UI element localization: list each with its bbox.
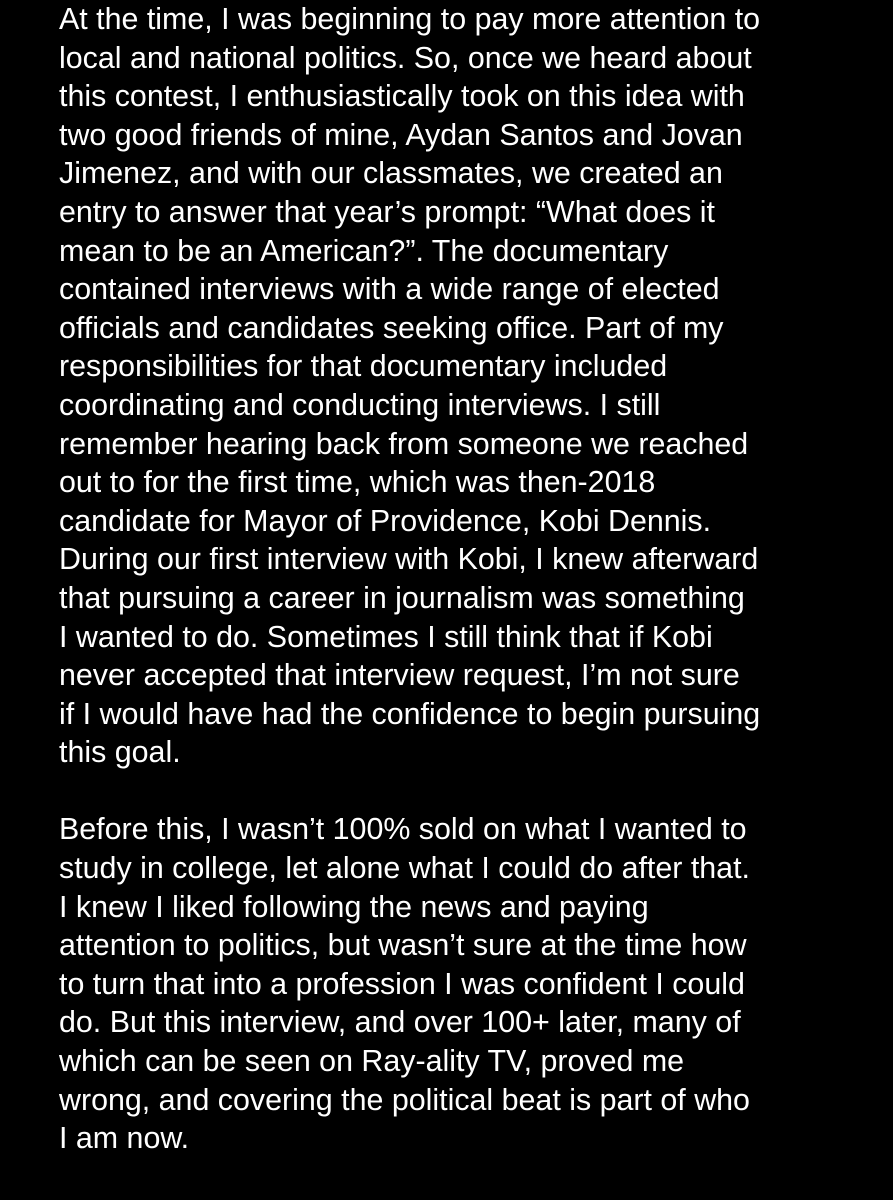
- text-line: study in college, let alone what I could do after that.: [59, 851, 750, 886]
- text-line: to turn that into a profession I was confident I could: [59, 966, 745, 1001]
- text-line: that pursuing a career in journalism was something: [59, 580, 745, 615]
- text-line: contained interviews with a wide range of elected: [59, 272, 720, 307]
- paragraph-spacer: [59, 772, 889, 811]
- text-line: I am now.: [59, 1121, 190, 1156]
- text-line: which can be seen on Ray-ality TV, proved me: [59, 1044, 685, 1079]
- text-line: out to for the first time, which was then-2018: [59, 465, 656, 500]
- text-line: Before this, I wasn’t 100% sold on what I wanted to: [59, 812, 747, 847]
- paragraph-2: [59, 810, 889, 1157]
- note-body: [59, 0, 889, 1158]
- text-line: I wanted to do. Sometimes I still think that if Kobi: [59, 619, 713, 654]
- text-line: At the time, I was beginning to pay more attention to: [59, 2, 761, 36]
- text-line: officials and candidates seeking office. Part of my: [59, 310, 724, 345]
- text-line: Jimenez, and with our classmates, we created an: [59, 156, 723, 191]
- text-line: During our first interview with Kobi, I knew afterward: [59, 542, 759, 577]
- text-line: attention to politics, but wasn’t sure at the time how: [59, 928, 747, 963]
- text-line: I knew I liked following the news and paying: [59, 889, 649, 924]
- text-line: this contest, I enthusiastically took on this idea with: [59, 79, 745, 114]
- text-line: mean to be an American?”. The documentary: [59, 233, 669, 268]
- text-line: wrong, and covering the political beat is part of who: [59, 1082, 750, 1117]
- text-line: remember hearing back from someone we reached: [59, 426, 749, 461]
- text-line: entry to answer that year’s prompt: “What does it: [59, 194, 715, 229]
- paragraph-1: [59, 0, 889, 772]
- text-line: responsibilities for that documentary included: [59, 349, 668, 384]
- text-line: never accepted that interview request, I’m not sure: [59, 658, 740, 693]
- text-line: if I would have had the confidence to begin pursuing: [59, 696, 761, 731]
- text-line: do. But this interview, and over 100+ later, many of: [59, 1005, 741, 1040]
- text-line: two good friends of mine, Aydan Santos and Jovan: [59, 117, 743, 152]
- text-line: this goal.: [59, 735, 181, 770]
- text-line: coordinating and conducting interviews. I still: [59, 387, 661, 422]
- text-line: local and national politics. So, once we heard about: [59, 40, 752, 75]
- text-line: candidate for Mayor of Providence, Kobi Dennis.: [59, 503, 712, 538]
